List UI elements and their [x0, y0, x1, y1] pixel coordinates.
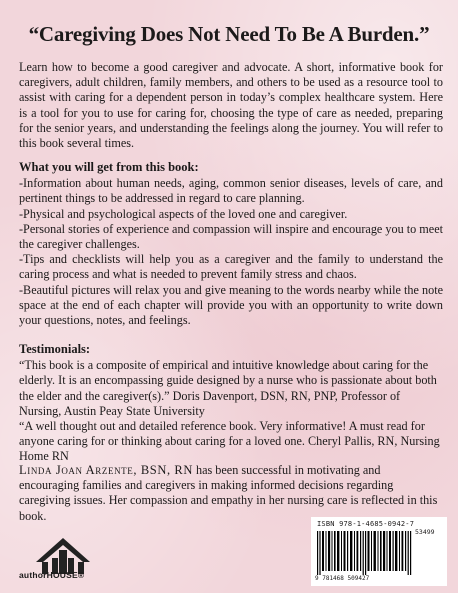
barcode-digits: 9 781468 509427 [315, 575, 370, 582]
testimonials-section [19, 342, 443, 465]
publisher-name: authorHOUSE® [19, 570, 85, 580]
isbn-number: ISBN 978-1-4685-0942-7 [317, 520, 415, 528]
benefit-item: -Personal stories of experience and compassion will inspire and encourage you to meet the caregiver challenges. [19, 221, 443, 252]
benefit-item: -Beautiful pictures will relax you and give meaning to the words nearby while the note space at the end of each chapter will provide you with an opportunity to write down your questions, notes, and feelings. [19, 282, 443, 328]
barcode [311, 517, 447, 586]
testimonial-quote: “A well thought out and detailed reference book. Very informative! A must read for anyone caring for or thinking about caring for a loved one. Cheryl Pallis, RN, Nursing Home RN [19, 419, 440, 464]
benefits-section [19, 160, 443, 328]
benefits-heading: What you will get from this book: [19, 160, 199, 174]
author-bio-text: has been successful in motivating and encouraging families and caregivers in making informed decisions regarding caregiving issues. Her compassion and empathy in her nursing care is reflected in this book. [19, 463, 438, 523]
author-name: Linda Joan Arzente, BSN, RN [19, 463, 193, 477]
headline: “Caregiving Does Not Need To Be A Burden.” [28, 22, 430, 46]
testimonial-quote: “This book is a composite of empirical and intuitive knowledge about caring for the elderly. It is an encompassing guide designed by a nurse who is passionate about both the elder and the caregiver(s).” Doris Davenport, DSN, RN, PNP, Professor of Nursing, Austin Peay State University [19, 358, 437, 418]
benefit-item: -Tips and checklists will help you as a caregiver and the family to understand the caring process and what is needed to prevent family stress and chaos. [19, 252, 443, 282]
testimonials-heading: Testimonials: [19, 342, 91, 356]
benefit-item: -Information about human needs, aging, common senior diseases, levels of care, and pertinent things to be addressed in regard to care planning. [19, 176, 443, 206]
price-code: 53499 [415, 528, 435, 536]
intro-paragraph: Learn how to become a good caregiver and advocate. A short, informative book for caregivers, adult children, family members, and others to be used as a resource tool to assist with caring for a dependent person in today’s complex healthcare system. Here is a tool for you to use for caring for, choosing the type of care as needed, preparing for the senior years, and understanding the feelings along the journey. You will refer to this book several times. [19, 60, 443, 151]
author-bio [19, 463, 443, 524]
benefit-item: -Physical and psychological aspects of the loved one and caregiver. [19, 206, 348, 221]
barcode-bars-icon [317, 531, 413, 575]
